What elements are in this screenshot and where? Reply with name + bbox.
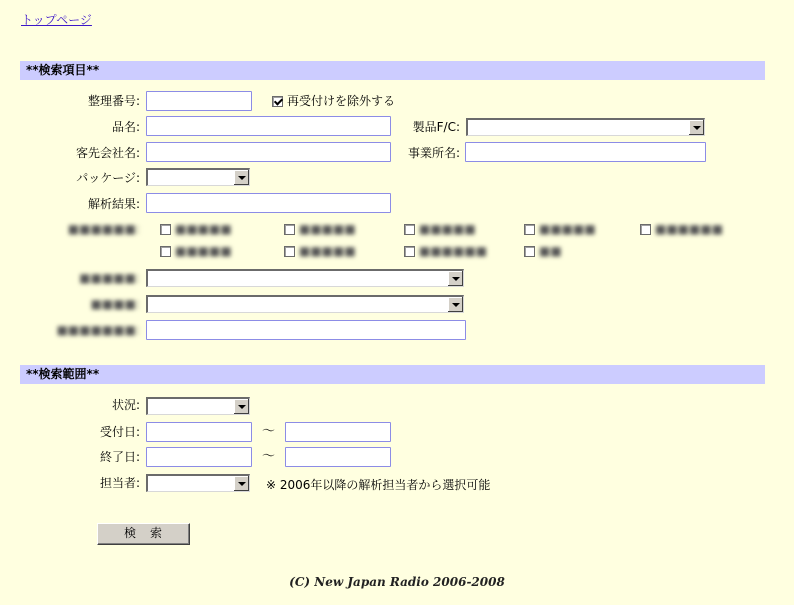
category-option-label: ■■■■■■ [419, 244, 488, 258]
chevron-down-icon [447, 297, 463, 312]
chevron-down-icon [233, 399, 249, 414]
result-label: 解析結果: [87, 197, 140, 211]
category-label: ■■■■■■: [67, 222, 140, 236]
category-option-label: ■■■■■ [419, 222, 476, 236]
chevron-down-icon [233, 476, 249, 491]
package-label: パッケージ: [76, 171, 140, 185]
category-checkbox[interactable] [640, 224, 651, 235]
category-checkbox[interactable] [160, 246, 171, 257]
factory-label-1: ■■■■■: [79, 271, 140, 285]
category-checkbox[interactable] [524, 224, 535, 235]
category-option-label: ■■■■■ [539, 222, 596, 236]
exclude-rereceipt-label: 再受付けを除外する [287, 94, 396, 108]
office-input[interactable] [465, 142, 706, 162]
analysis-result-input[interactable] [146, 193, 391, 213]
finished-date-from-input[interactable] [146, 447, 252, 467]
status-label: 状況: [111, 398, 140, 412]
category-option-label: ■■■■■■ [655, 222, 724, 236]
package-select[interactable] [146, 168, 250, 186]
category-option-label: ■■■■■ [299, 222, 356, 236]
received-date-to-input[interactable] [285, 422, 391, 442]
finished-date-to-input[interactable] [285, 447, 391, 467]
chevron-down-icon [233, 170, 249, 185]
factory-label-2: ■■■■: [90, 297, 140, 311]
category-option-label: ■■■■■ [175, 244, 232, 258]
category-checkbox[interactable] [524, 246, 535, 257]
category-option-label: ■■■■■ [299, 244, 356, 258]
other-factory-input[interactable] [146, 320, 466, 340]
chevron-down-icon [688, 120, 704, 135]
range-tilde: ～ [262, 449, 276, 464]
person-label: 担当者: [99, 476, 140, 490]
category-option-label: ■■■■■ [175, 222, 232, 236]
finished-date-label: 終了日: [99, 450, 140, 464]
top-page-link[interactable]: トップページ [21, 13, 92, 27]
hinmei-label: 品名: [111, 120, 140, 134]
search-range-header: **検索範囲** [20, 365, 765, 384]
other-factory-label: ■■■■■■■: [56, 323, 140, 337]
exclude-rereceipt-checkbox[interactable] [272, 96, 283, 107]
range-tilde: ～ [262, 424, 276, 439]
person-note: ※ 2006年以降の解析担当者から選択可能 [266, 478, 491, 492]
received-date-label: 受付日: [99, 425, 140, 439]
office-label: 事業所名: [407, 146, 460, 160]
search-button[interactable]: 検 索 [97, 523, 190, 545]
received-date-from-input[interactable] [146, 422, 252, 442]
customer-label: 客先会社名: [75, 146, 140, 160]
category-checkbox[interactable] [160, 224, 171, 235]
search-items-header: **検索項目** [20, 61, 765, 80]
person-select[interactable] [146, 474, 250, 492]
seiri-label: 整理番号: [87, 94, 140, 108]
status-select[interactable] [146, 397, 250, 415]
product-fc-label: 製品F/C: [412, 120, 460, 134]
category-checkbox[interactable] [284, 224, 295, 235]
copyright-footer: (C) New Japan Radio 2006-2008 [289, 575, 505, 589]
category-checkbox[interactable] [404, 224, 415, 235]
factory-select-2[interactable] [146, 295, 464, 313]
chevron-down-icon [447, 271, 463, 286]
category-checkbox[interactable] [404, 246, 415, 257]
category-checkbox[interactable] [284, 246, 295, 257]
category-option-label: ■■ [539, 244, 562, 258]
factory-select-1[interactable] [146, 269, 464, 287]
product-fc-select[interactable] [466, 118, 705, 136]
seiri-number-input[interactable] [146, 91, 252, 111]
